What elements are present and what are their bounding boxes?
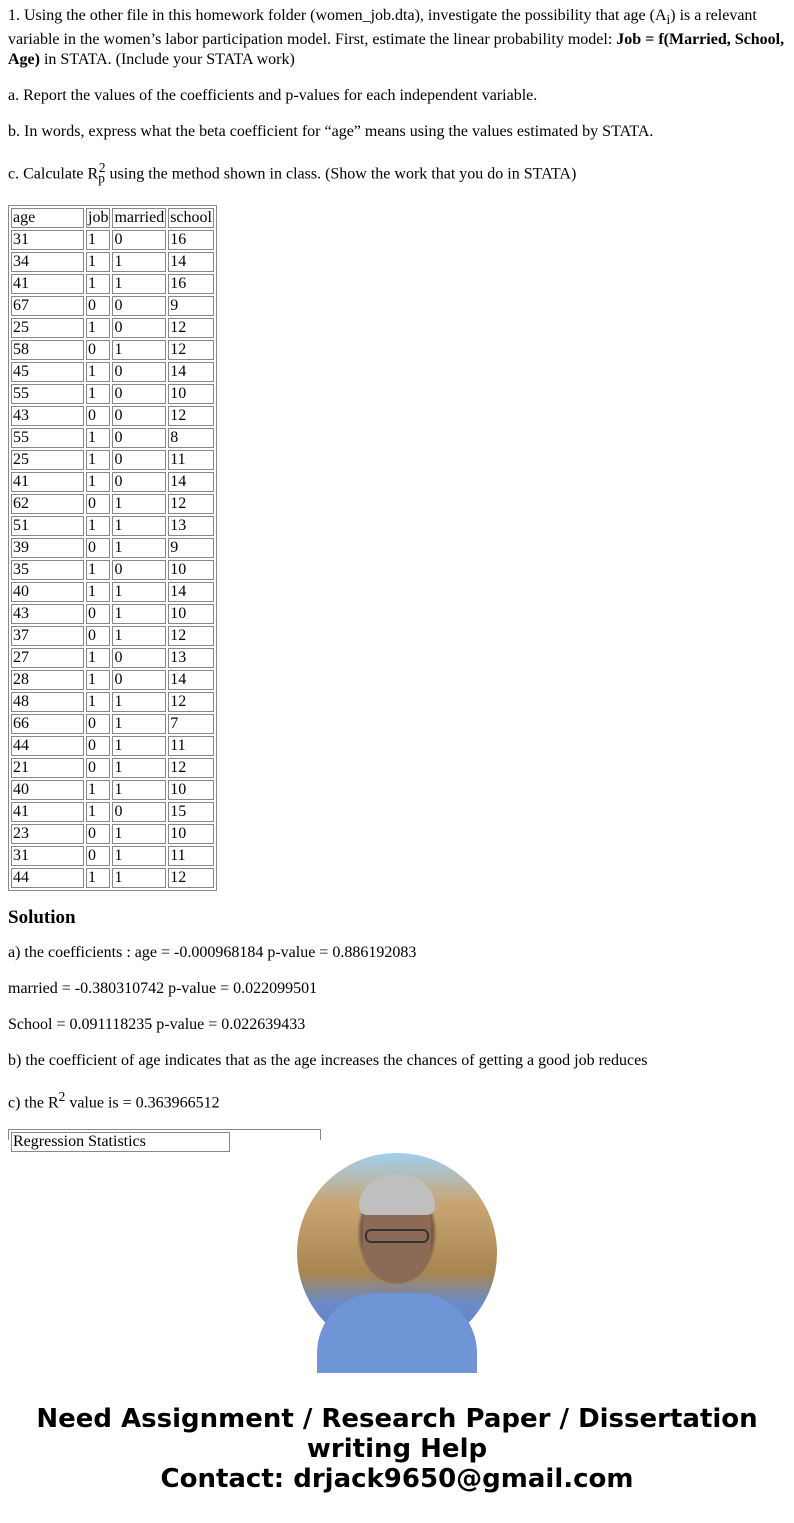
author-photo [297, 1153, 497, 1353]
table-cell: 0 [112, 560, 166, 580]
question-c [8, 158, 788, 189]
table-cell: 16 [168, 274, 214, 294]
table-cell: 15 [168, 802, 214, 822]
table-cell: 0 [112, 802, 166, 822]
table-cell: 0 [112, 296, 166, 316]
table-cell: 12 [168, 758, 214, 778]
table-cell: 25 [11, 318, 84, 338]
table-cell: 11 [168, 846, 214, 866]
document [8, 6, 788, 1151]
table-cell: school [170, 208, 212, 226]
solution-a: a) the coefficients : age = -0.000968184 p-value = 0.886192083 [8, 943, 417, 961]
table-cell: 35 [11, 560, 84, 580]
table-cell: 43 [11, 406, 84, 426]
table-cell: 1 [112, 538, 166, 558]
table-cell: 0 [86, 296, 110, 316]
intro-text: ) is a relevant variable in the women’s labor participation model. First, estimate the linear probability model: [8, 7, 757, 49]
footer-contact: Contact: drjack9650@gmail.com [160, 1464, 634, 1494]
table-row [11, 406, 214, 426]
table-row [11, 648, 214, 668]
table-cell: 1 [86, 230, 110, 250]
table-cell: 0 [86, 846, 110, 866]
table-row [11, 626, 214, 646]
table-cell: 14 [168, 362, 214, 382]
table-cell: 25 [11, 450, 84, 470]
table-cell: 1 [86, 692, 110, 712]
table-cell: 0 [86, 626, 110, 646]
table-cell: 1 [86, 670, 110, 690]
table-cell: 0 [86, 758, 110, 778]
table-cell: 0 [86, 604, 110, 624]
solution-c [8, 1087, 788, 1113]
table-cell: 34 [11, 252, 84, 272]
table-cell: job [88, 208, 109, 226]
table-cell: 0 [112, 230, 166, 250]
table-row [11, 538, 214, 558]
question-a: a. Report the values of the coefficients and p-values for each independent variable. [8, 87, 538, 105]
table-row [11, 604, 214, 624]
subscript: i [666, 12, 671, 28]
table-cell: 1 [86, 362, 110, 382]
table-cell: 13 [168, 516, 214, 536]
table-cell: 41 [11, 472, 84, 492]
footer-line: Need Assignment / Research Paper / Dissertation [36, 1404, 758, 1434]
table-cell: 21 [11, 758, 84, 778]
table-row [11, 824, 214, 844]
table-cell: 13 [168, 648, 214, 668]
intro-text: in STATA. (Include your STATA work) [39, 51, 295, 69]
regression-table-clipped [8, 1129, 321, 1151]
table-cell: 1 [86, 868, 110, 888]
table-cell: 1 [112, 340, 166, 360]
c-text: using the method shown in class. (Show the work that you do in STATA) [105, 165, 577, 183]
table-row [11, 758, 214, 778]
table-cell: 51 [11, 516, 84, 536]
table-cell: 0 [86, 714, 110, 734]
table-cell: 43 [11, 604, 84, 624]
table-row [11, 560, 214, 580]
table-cell: 10 [168, 780, 214, 800]
table-cell: 1 [86, 648, 110, 668]
table-cell: 40 [11, 780, 84, 800]
table-row [11, 670, 214, 690]
intro-text: 1. Using the other file in this homework folder (women_job.dta), investigate the possibility that age (A [8, 7, 667, 24]
table-row [11, 208, 214, 228]
table-cell: 1 [86, 780, 110, 800]
table-row [11, 846, 214, 866]
table-cell: 14 [168, 252, 214, 272]
table-cell: 12 [168, 626, 214, 646]
table-cell: 10 [168, 824, 214, 844]
data-table [8, 205, 217, 891]
table-row [11, 450, 214, 470]
table-cell: 1 [86, 428, 110, 448]
table-cell: 41 [11, 802, 84, 822]
table-cell: 31 [11, 230, 84, 250]
table-cell: 27 [11, 648, 84, 668]
table-cell: 7 [168, 714, 214, 734]
table-cell: 10 [168, 384, 214, 404]
table-cell: married [114, 208, 165, 226]
table-cell: 55 [11, 428, 84, 448]
table-cell: 12 [168, 340, 214, 360]
table-cell: 1 [112, 868, 166, 888]
table-cell: 39 [11, 538, 84, 558]
table-cell: 12 [168, 692, 214, 712]
table-cell: 0 [112, 428, 166, 448]
table-cell: 12 [168, 868, 214, 888]
table-row [11, 692, 214, 712]
footer-line: writing Help [306, 1434, 488, 1464]
table-row [11, 494, 214, 514]
table-cell: 1 [86, 802, 110, 822]
table-cell: 14 [168, 472, 214, 492]
table-cell: 67 [11, 296, 84, 316]
table-cell: 0 [112, 406, 166, 426]
c-text: c. Calculate R [8, 165, 99, 183]
table-cell: 0 [112, 450, 166, 470]
table-row [11, 736, 214, 756]
table-cell: 48 [11, 692, 84, 712]
table-cell: 1 [112, 758, 166, 778]
table-cell: 1 [112, 736, 166, 756]
table-cell: 12 [168, 406, 214, 426]
footer-ad [0, 1404, 794, 1494]
table-cell: 45 [11, 362, 84, 382]
superscript: 2 [98, 160, 106, 176]
regression-header: Regression Statistics [11, 1132, 230, 1152]
table-cell: 1 [86, 560, 110, 580]
glasses-icon [365, 1229, 429, 1243]
table-row [11, 274, 214, 294]
table-row [11, 252, 214, 272]
table-cell: 9 [168, 538, 214, 558]
table-row [11, 802, 214, 822]
table-cell: 10 [168, 560, 214, 580]
table-cell: 11 [168, 450, 214, 470]
c-text: value is = 0.363966512 [65, 1094, 220, 1112]
table-cell: 1 [112, 780, 166, 800]
table-cell: 1 [112, 516, 166, 536]
table-cell: 1 [86, 252, 110, 272]
table-row [11, 318, 214, 338]
table-cell: 1 [86, 450, 110, 470]
table-cell: 1 [112, 626, 166, 646]
table-row [11, 582, 214, 602]
table-cell: 1 [112, 274, 166, 294]
table-cell: 1 [86, 472, 110, 492]
table-cell: 8 [168, 428, 214, 448]
question-b: b. In words, express what the beta coefficient for “age” means using the values estimated by STATA. [8, 123, 654, 141]
table-cell: 14 [168, 670, 214, 690]
table-cell: 12 [168, 494, 214, 514]
table-cell: 0 [112, 318, 166, 338]
table-cell: 0 [112, 362, 166, 382]
table-cell: 1 [86, 318, 110, 338]
table-cell: 0 [86, 340, 110, 360]
table-cell: 28 [11, 670, 84, 690]
table-cell: 0 [112, 670, 166, 690]
question-intro [8, 6, 788, 70]
subscript: p [98, 170, 105, 186]
solution-b: b) the coefficient of age indicates that as the age increases the chances of getting a good job reduces [8, 1051, 648, 1069]
table-row [11, 516, 214, 536]
table-cell: 1 [112, 714, 166, 734]
table-cell: 0 [112, 472, 166, 492]
solution-school: School = 0.091118235 p-value = 0.022639433 [8, 1015, 306, 1033]
table-cell: 41 [11, 274, 84, 294]
table-cell: 0 [112, 384, 166, 404]
table-cell: 1 [112, 692, 166, 712]
table-cell: 40 [11, 582, 84, 602]
superscript: 2 [58, 1088, 66, 1104]
solution-married: married = -0.380310742 p-value = 0.022099501 [8, 979, 318, 997]
table-cell: 1 [112, 824, 166, 844]
table-cell: 1 [86, 582, 110, 602]
table-cell: 31 [11, 846, 84, 866]
table-cell: 23 [11, 824, 84, 844]
table-row [11, 868, 214, 888]
table-cell: 14 [168, 582, 214, 602]
table-cell: 0 [86, 824, 110, 844]
table-cell: 1 [86, 384, 110, 404]
table-cell: 1 [112, 582, 166, 602]
table-cell: 9 [168, 296, 214, 316]
table-cell: 1 [112, 252, 166, 272]
table-cell: 0 [112, 648, 166, 668]
table-cell: 0 [86, 494, 110, 514]
table-cell: 1 [112, 846, 166, 866]
table-row [11, 362, 214, 382]
table-row [11, 472, 214, 492]
table-cell: 0 [86, 736, 110, 756]
table-cell: 0 [86, 406, 110, 426]
table-cell: 44 [11, 868, 84, 888]
table-cell: 62 [11, 494, 84, 514]
table-row [11, 780, 214, 800]
table-cell: 55 [11, 384, 84, 404]
table-cell: 1 [86, 274, 110, 294]
table-cell: 10 [168, 604, 214, 624]
table-row [11, 296, 214, 316]
table-cell: 1 [112, 494, 166, 514]
table-cell: 11 [168, 736, 214, 756]
table-row [11, 230, 214, 250]
table-row [11, 714, 214, 734]
table-cell: 16 [168, 230, 214, 250]
table-cell: age [11, 208, 84, 228]
table-cell: 1 [86, 516, 110, 536]
solution-heading: Solution [8, 906, 76, 928]
table-cell: 37 [11, 626, 84, 646]
table-cell: 44 [11, 736, 84, 756]
table-cell: 12 [168, 318, 214, 338]
table-row [11, 340, 214, 360]
c-text: c) the R [8, 1094, 59, 1112]
table-cell: 0 [86, 538, 110, 558]
model-formula: Job = f(Married, School, Age) [8, 31, 785, 69]
table-cell: 66 [11, 714, 84, 734]
table-cell: 58 [11, 340, 84, 360]
table-row [11, 428, 214, 448]
table-row [11, 384, 214, 404]
table-cell: 1 [112, 604, 166, 624]
